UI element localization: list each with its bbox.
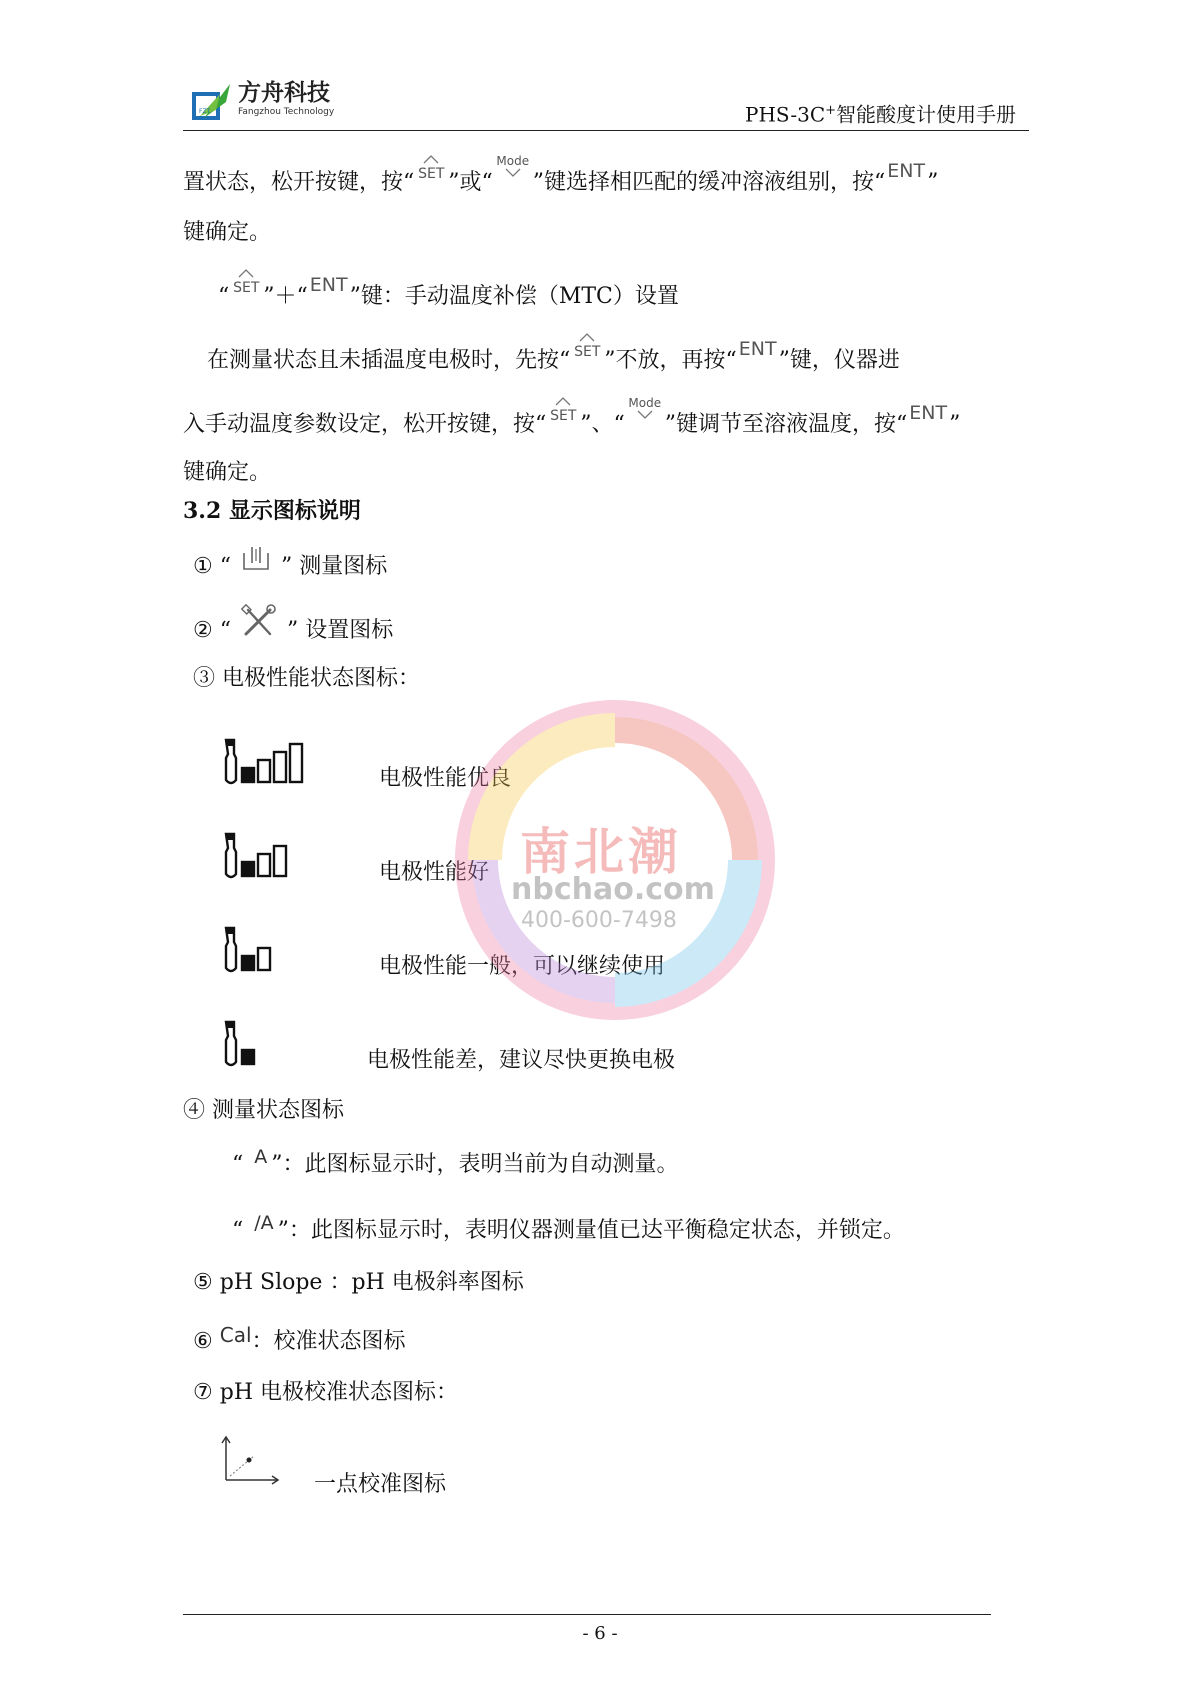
- auto-measure-line: “ A ”：此图标显示时，表明当前为自动测量。: [232, 1146, 679, 1177]
- watermark-cn: 南北潮: [520, 822, 682, 881]
- one-point-calibration-icon: [218, 1434, 282, 1488]
- logo-en: Fangzhou Technology: [238, 107, 335, 117]
- svg-text:FZT: FZT: [199, 108, 211, 115]
- electrode-bar: [242, 1050, 254, 1064]
- set-key-icon: SET: [414, 154, 448, 182]
- mode-key-icon: Mode: [625, 396, 665, 420]
- electrode-bar: [290, 744, 302, 782]
- lock-measure-icon: /A: [254, 1212, 274, 1234]
- footer-rule: [183, 1614, 991, 1615]
- electrode-bar: [274, 846, 286, 876]
- electrode-bars-icon: [222, 1018, 322, 1070]
- ent-key-icon: ENT: [887, 160, 926, 182]
- para2-line1: 在测量状态且未插温度电极时，先按“ SET ”不放，再按“ ENT”键，仪器进: [207, 346, 900, 376]
- electrode-probe-icon: [226, 928, 236, 971]
- electrode-probe-icon: [226, 834, 236, 877]
- electrode-status-label: 电极性能一般，可以继续使用: [379, 954, 666, 979]
- auto-measure-icon: A: [254, 1146, 268, 1168]
- logo-mark-icon: [190, 80, 234, 122]
- item-electrode-status: ③ 电极性能状态图标：: [193, 666, 421, 691]
- para2-line2: 入手动温度参数设定，松开按键，按“ SET ”、“Mode ”键调节至溶液温度，按“ ENT”: [183, 396, 961, 437]
- logo-cn: 方舟科技: [238, 80, 330, 106]
- electrode-bars-icon: [222, 924, 322, 976]
- watermark-domain: nbchao.com: [511, 872, 715, 907]
- cal-icon: Cal: [219, 1323, 252, 1347]
- electrode-bar: [242, 862, 254, 876]
- electrode-bar: [258, 760, 270, 782]
- electrode-bars-icon: [222, 736, 322, 788]
- set-key-icon: SET: [229, 268, 263, 296]
- set-key-icon: SET: [570, 332, 604, 360]
- section-title: 3.2 显示图标说明: [183, 498, 361, 524]
- beaker-icon: [240, 545, 272, 575]
- item-slope: ⑤ pH Slope ：pH 电极斜率图标: [193, 1270, 524, 1295]
- para2-line3: 键确定。: [183, 460, 272, 485]
- ent-key-icon: ENT: [309, 274, 348, 296]
- watermark-phone: 400-600-7498: [521, 908, 677, 933]
- ent-key-icon: ENT: [738, 338, 777, 360]
- header-logo: [190, 80, 360, 124]
- page-number: - 6 -: [582, 1623, 618, 1644]
- ent-key-icon: ENT: [909, 402, 948, 424]
- electrode-bar: [258, 948, 270, 970]
- item-cal: ⑥ Cal：校准状态图标: [193, 1323, 406, 1354]
- para1-line2: 键确定。: [183, 220, 272, 245]
- set-key-icon: SET: [546, 396, 580, 424]
- doc-title: PHS-3C+智能酸度计使用手册: [745, 102, 1017, 127]
- electrode-bar: [274, 752, 286, 782]
- item-measure-status: ④ 测量状态图标: [183, 1098, 345, 1123]
- electrode-status-label: 电极性能优良: [379, 766, 512, 791]
- mode-key-icon: Mode: [493, 154, 533, 178]
- one-point-calibration-label: 一点校准图标: [314, 1472, 447, 1497]
- wrench-screwdriver-icon: [240, 604, 278, 640]
- electrode-probe-icon: [226, 740, 236, 783]
- electrode-bar: [242, 768, 254, 782]
- lock-measure-line: “ /A ”：此图标显示时，表明仪器测量值已达平衡稳定状态，并锁定。: [232, 1212, 905, 1243]
- electrode-bar: [258, 854, 270, 876]
- electrode-status-label: 电极性能差，建议尽快更换电极: [367, 1048, 676, 1073]
- electrode-bars-icon: [222, 830, 322, 882]
- electrode-bar: [242, 956, 254, 970]
- mtc-line: “ SET ”＋“ ENT”键：手动温度补偿（MTC）设置: [218, 282, 679, 312]
- watermark: [425, 660, 805, 1060]
- electrode-probe-icon: [226, 1022, 236, 1065]
- item-calibration-status: ⑦ pH 电极校准状态图标：: [193, 1380, 458, 1405]
- para1-line1: 置状态，松开按键，按“ SET ”或“Mode ”键选择相匹配的缓冲溶液组别，按“ ENT”: [183, 154, 939, 195]
- item-setting-icon: ② “ ” 设置图标: [193, 616, 393, 646]
- item-measure-icon: ① “ ” 测量图标: [193, 552, 387, 582]
- header-rule: [183, 130, 1029, 131]
- electrode-status-label: 电极性能好: [379, 860, 490, 885]
